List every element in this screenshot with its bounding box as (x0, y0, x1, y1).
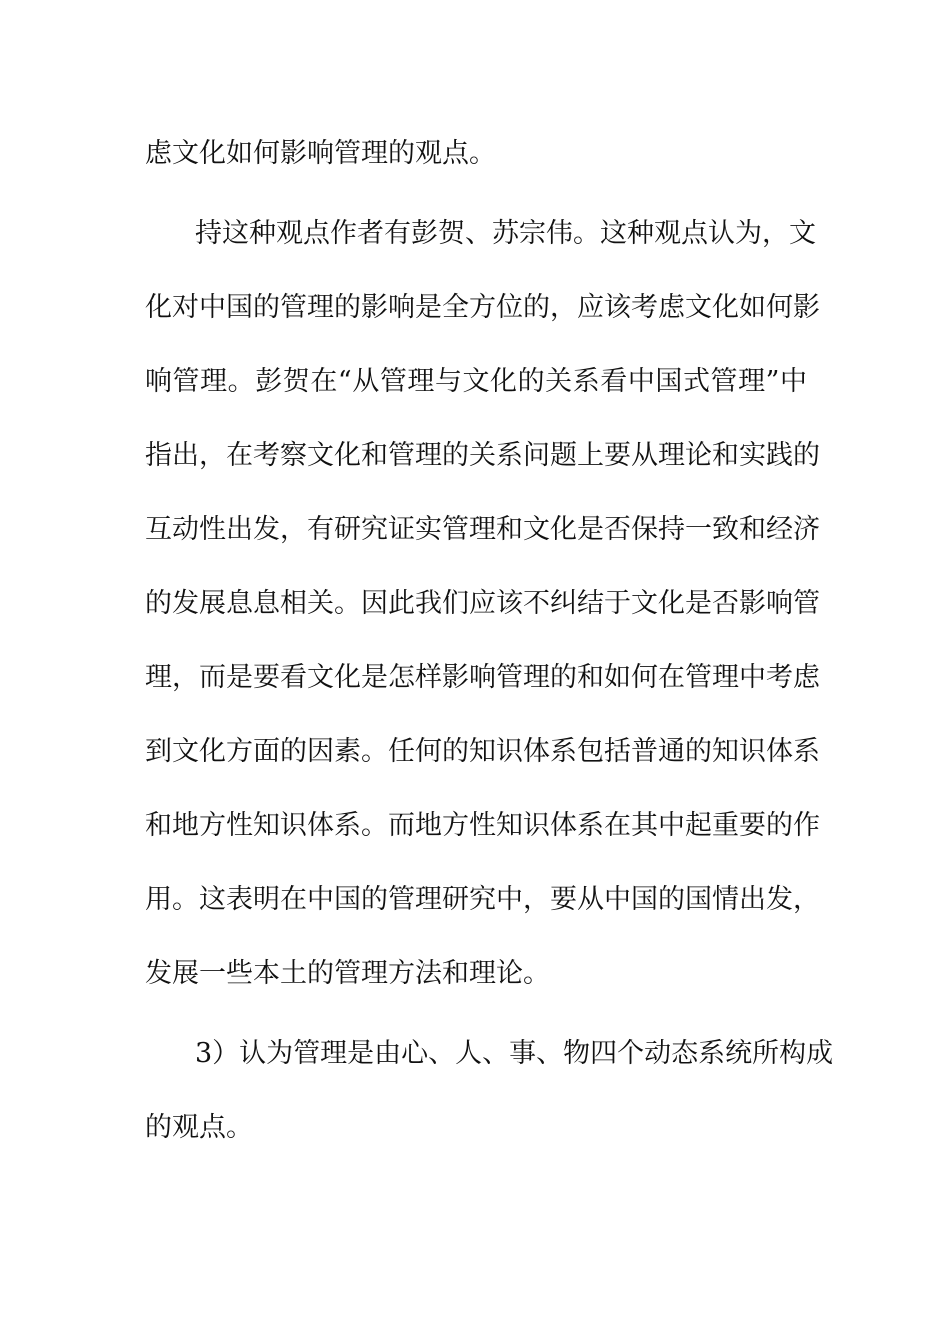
paragraph-line: 和地方性知识体系。而地方性知识体系在其中起重要的作 (145, 810, 820, 841)
paragraph-line: 3）认为管理是由心、人、事、物四个动态系统所构成 (195, 1038, 834, 1069)
paragraph-line: 持这种观点作者有彭贺、苏宗伟。这种观点认为，文 (195, 218, 816, 249)
paragraph-line: 指出，在考察文化和管理的关系问题上要从理论和实践的 (145, 440, 820, 471)
paragraph-line: 响管理。彭贺在“从管理与文化的关系看中国式管理”中 (145, 366, 807, 397)
paragraph-line: 互动性出发，有研究证实管理和文化是否保持一致和经济 (145, 514, 820, 545)
paragraph-line: 的观点。 (145, 1112, 253, 1143)
paragraph-line: 的发展息息相关。因此我们应该不纠结于文化是否影响管 (145, 588, 820, 619)
paragraph-line: 虑文化如何影响管理的观点。 (145, 138, 496, 169)
paragraph-line: 发展一些本土的管理方法和理论。 (145, 958, 550, 989)
paragraph-line: 到文化方面的因素。任何的知识体系包括普通的知识体系 (145, 736, 820, 767)
paragraph-line: 用。这表明在中国的管理研究中，要从中国的国情出发， (145, 884, 820, 915)
paragraph-line: 理，而是要看文化是怎样影响管理的和如何在管理中考虑 (145, 662, 820, 693)
paragraph-line: 化对中国的管理的影响是全方位的，应该考虑文化如何影 (145, 292, 820, 323)
